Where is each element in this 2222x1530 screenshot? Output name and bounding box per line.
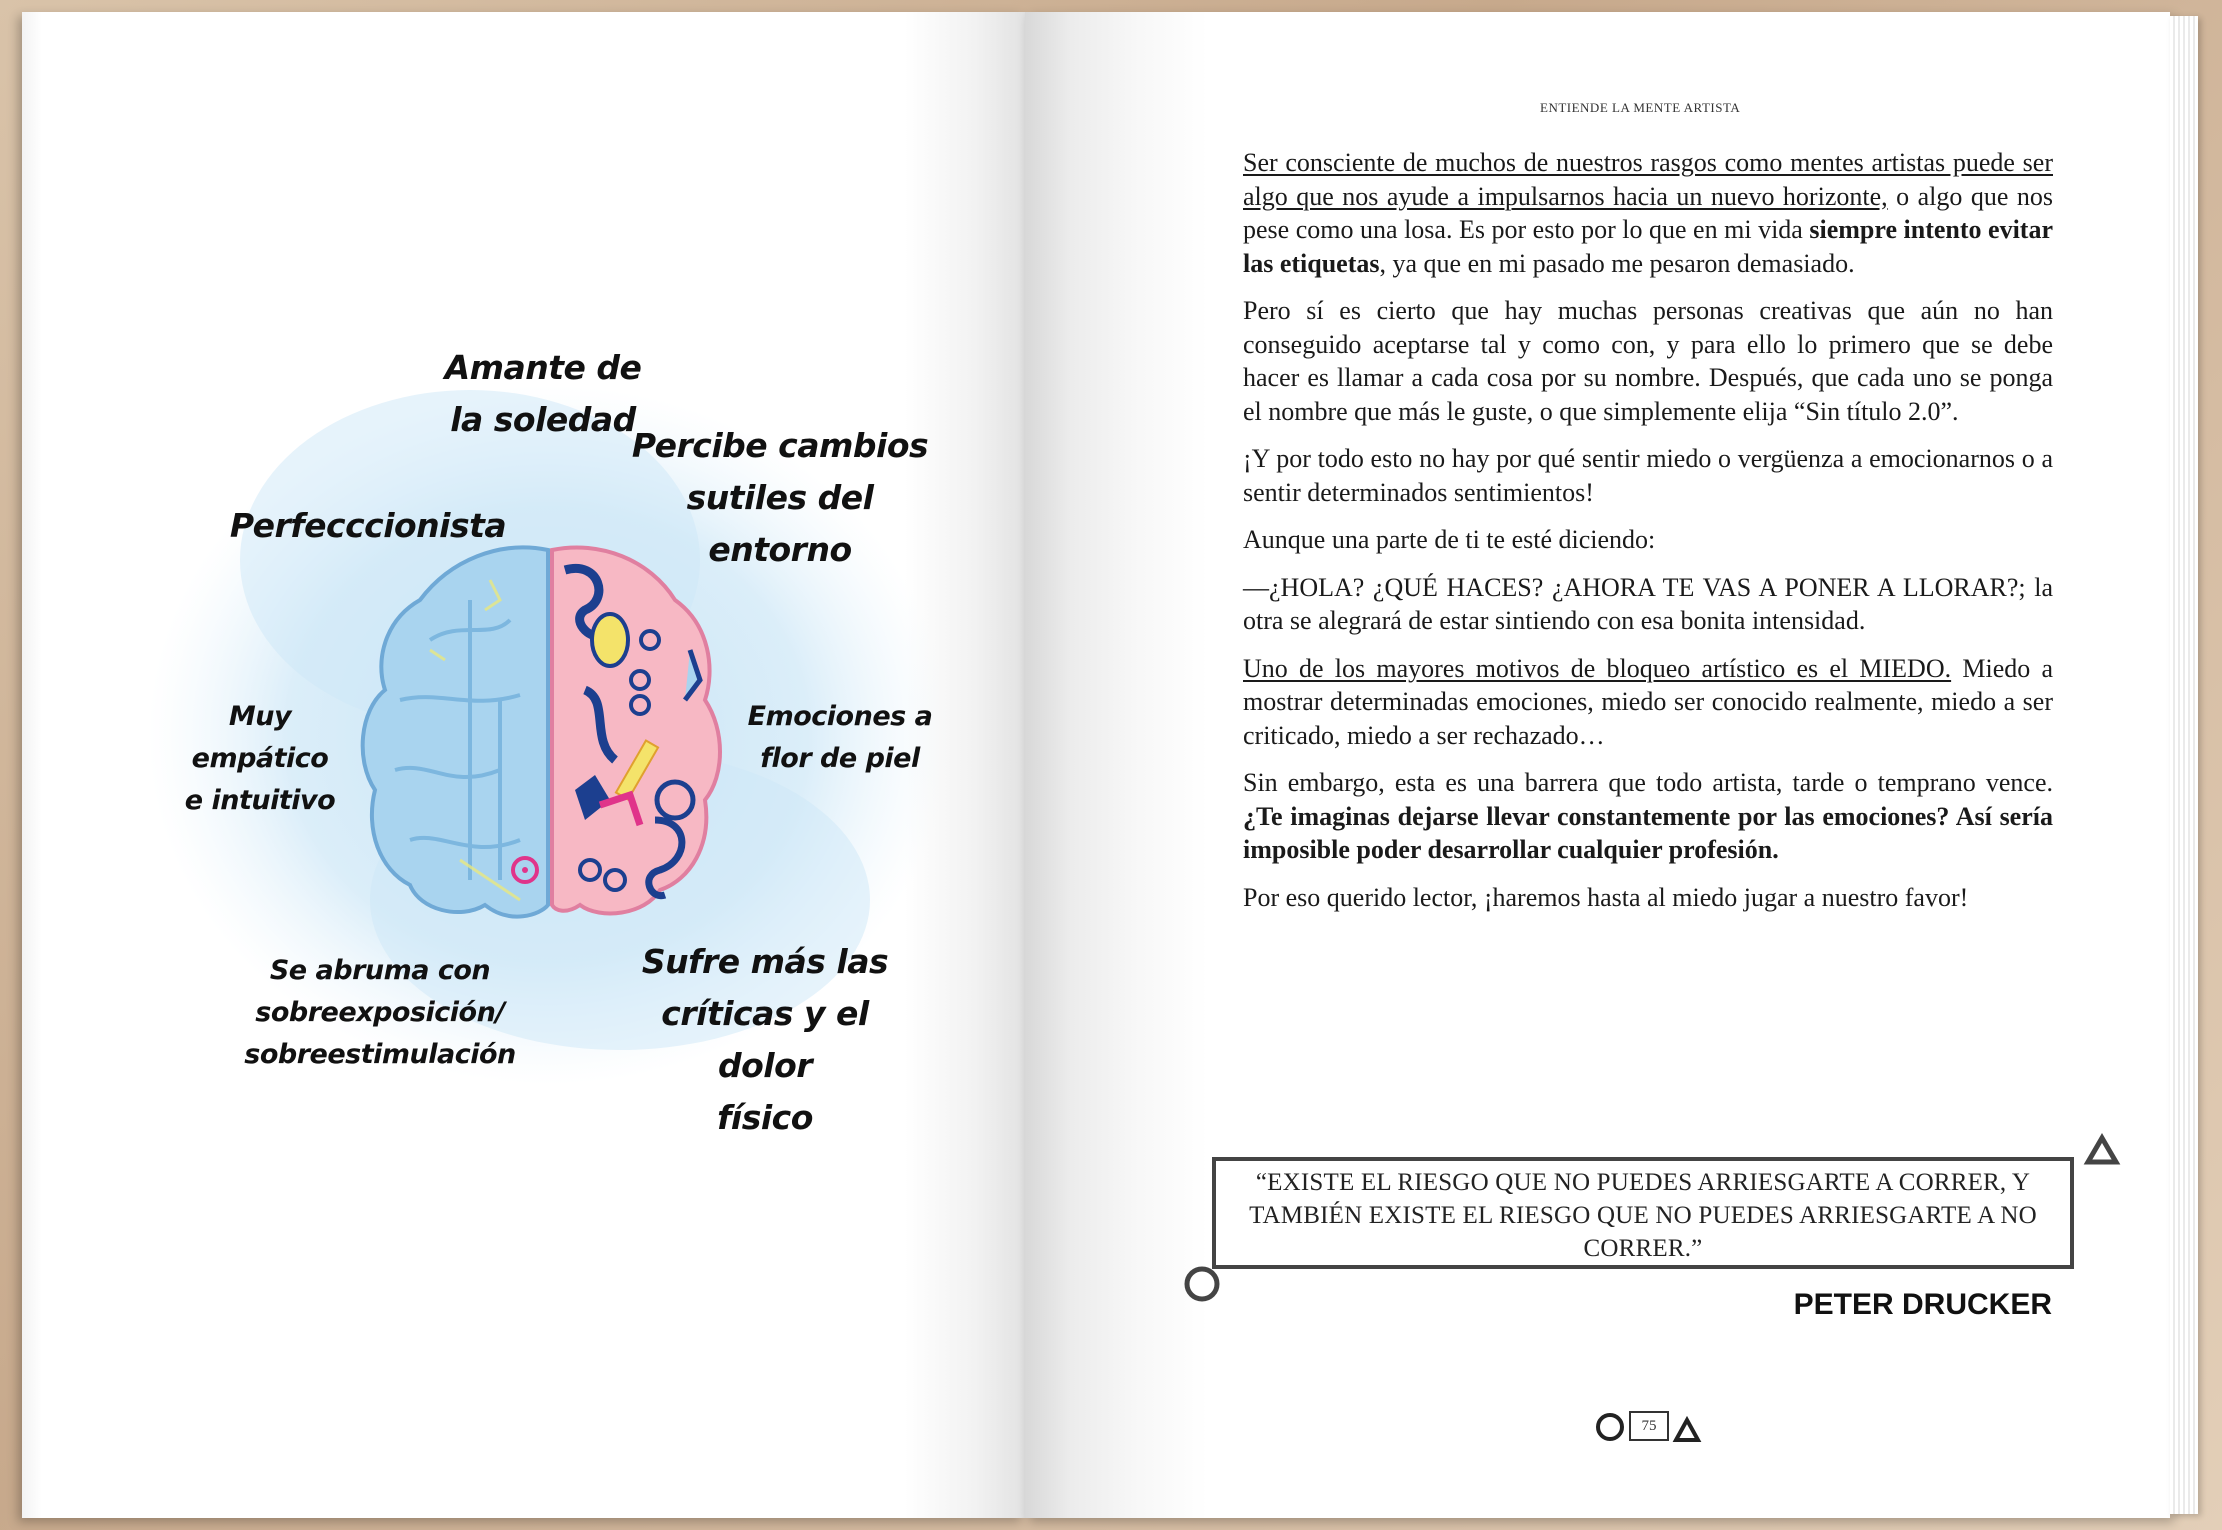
- paragraph: [1243, 766, 2053, 867]
- paragraph: Pero sí es cierto que hay muchas personas creativas que aún no han conseguido aceptarse tal y como con, y para ello lo primero que se debe hacer es llamar a cada cosa por su nombre. Después, que cada uno se ponga el nombre que más le guste, o que simplemente elija “Sin título 2.0”.: [1243, 296, 2053, 426]
- trait-overwhelmed: Se abruma con sobreexposición/ sobreestimulación: [244, 955, 516, 1070]
- paragraph: ¡Y por todo esto no hay por qué sentir miedo o vergüenza a emocionarnos o a sentir determinados sentimientos!: [1243, 444, 2053, 507]
- underlined-text: Uno de los mayores motivos de bloqueo artístico es el MIEDO.: [1243, 653, 1952, 683]
- bold-text: ¿Te imaginas dejarse llevar constantemente por las emociones? Así sería imposible poder desarrollar cualquier profesión.: [1243, 801, 2053, 864]
- trait-perceives-changes: Percibe cambios sutiles del entorno: [631, 426, 929, 569]
- text-span: Miedo a mostrar determinadas emociones, miedo ser conocido realmente, miedo a ser criticado, miedo a ser rechazado…: [1243, 653, 2054, 750]
- text-span: , ya que en mi pasado me pesaron demasiado.: [1379, 248, 1855, 278]
- running-head: ENTIENDE LA MENTE ARTISTA: [1540, 100, 1741, 115]
- text-span: o algo que nos pese como una losa. Es por esto por lo que en mi vida: [1243, 181, 2054, 244]
- bold-text: siempre intento evitar las etiquetas: [1243, 215, 2053, 278]
- paragraph: Aunque una parte de ti te esté diciendo:: [1243, 525, 1656, 554]
- trait-loner: Amante de la soledad: [444, 348, 642, 439]
- brain-illustration: [0, 0, 1003, 1506]
- body-text: [1243, 146, 2053, 928]
- paragraph: [1243, 146, 2053, 280]
- underlined-text: Ser consciente de muchos de nuestros rasgos como mentes artistas puede ser algo que nos ayude a impulsarnos hacia un nuevo horizonte,: [1243, 148, 2053, 211]
- paragraph: Por eso querido lector, ¡haremos hasta al miedo jugar a nuestro favor!: [1243, 882, 1969, 912]
- trait-perfectionist: Perfecccionista: [229, 506, 507, 545]
- quote-author: PETER DRUCKER: [1793, 1288, 2052, 1321]
- page-edges: [2170, 16, 2198, 1514]
- text-span: Sin embargo, esta es una barrera que todo artista, tarde o temprano vence.: [1243, 768, 2053, 797]
- trait-suffers-criticism: Sufre más las críticas y el dolor físico: [641, 942, 889, 1137]
- paragraph: —¿HOLA? ¿QUÉ HACES? ¿AHORA TE VAS A PONER A LLORAR?; la otra se alegrará de estar sintiendo con esa bonita intensidad.: [1243, 572, 2053, 635]
- trait-empathic: Muy empático e intuitivo: [184, 701, 336, 816]
- page-number: 75: [1629, 1411, 1669, 1441]
- paragraph: [1243, 652, 2053, 753]
- quote-text: “EXISTE EL RIESGO QUE NO PUEDES ARRIESGARTE A CORRER, Y TAMBIÉN EXISTE EL RIESGO QUE NO PUEDES ARRIESGARTE A NO CORRER.”: [1249, 1169, 2037, 1262]
- trait-emotions: Emociones a flor de piel: [747, 701, 933, 774]
